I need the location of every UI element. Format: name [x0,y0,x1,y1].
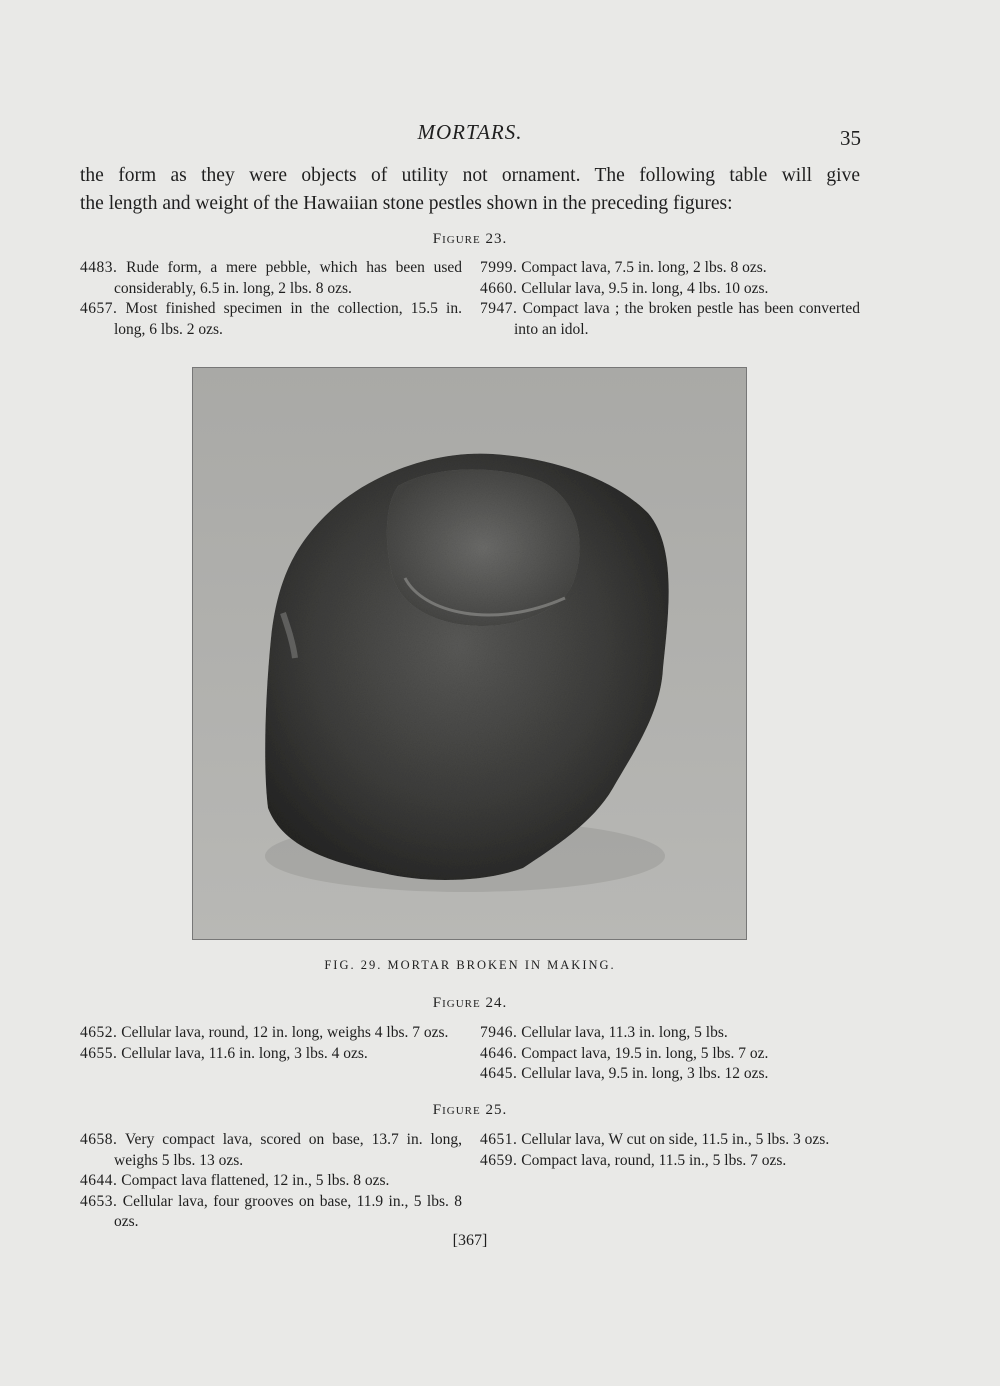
entry-number: 4651. [480,1131,518,1148]
mortar-image [193,368,747,940]
entry-text: Very compact lava, scored on base, 13.7 in. long, weighs 5 lbs. 13 ozs. [114,1131,462,1169]
table-entry [80,1044,462,1065]
figure-25-heading: Figure 25. [432,1102,508,1118]
entry-text: Cellular lava, 9.5 in. long, 3 lbs. 12 ozs. [521,1065,769,1082]
entry-number: 4659. [480,1151,518,1169]
entry-number: 4645. [480,1065,518,1082]
table-entry [480,1023,865,1044]
intro-line-2: the length and weight of the Hawaiian stone pestles shown in the preceding figures: [80,193,733,214]
table-entry [480,299,860,340]
entry-text: Compact lava, 7.5 in. long, 2 lbs. 8 ozs. [521,259,767,276]
entry-number: 4655. [80,1044,118,1062]
table-entry [480,1151,865,1172]
figure-24-heading: Figure 24. [432,995,508,1011]
entry-text: Cellular lava, 11.3 in. long, 5 lbs. [521,1024,728,1041]
entry-number: 7946. [480,1024,518,1041]
entry-number: 4657. [80,300,118,317]
entry-text: Cellular lava, 9.5 in. long, 4 lbs. 10 ozs. [521,279,769,297]
mortar-photograph [192,367,747,940]
figure-23-right-column [480,258,860,340]
figure-23-left-column [80,258,462,340]
figure-25-right-column [480,1130,865,1171]
table-entry [80,1023,462,1044]
table-entry [80,1130,462,1171]
entry-number: 4660. [480,279,518,297]
entry-number: 4646. [480,1044,518,1062]
table-entry [80,1171,462,1192]
table-entry [480,258,860,279]
figure-25-left-column [80,1130,462,1233]
table-entry [80,258,462,299]
entry-number: 7999. [480,259,518,276]
entry-number: 4652. [80,1024,118,1041]
figure-23-heading: Figure 23. [432,231,508,247]
page-footer-number: [367] [452,1232,488,1249]
entry-text: Cellular lava, four grooves on base, 11.9 in., 5 lbs. 8 ozs. [114,1192,462,1230]
entry-text: Cellular lava, W cut on side, 11.5 in., 5 lbs. 3 ozs. [521,1131,830,1148]
entry-text: Rude form, a mere pebble, which has been used considerably, 6.5 in. long, 2 lbs. 8 ozs. [114,259,463,297]
entry-text: Compact lava, round, 11.5 in., 5 lbs. 7 ozs. [521,1151,787,1169]
table-entry [480,1064,865,1085]
entry-number: 4483. [80,259,118,276]
entry-number: 4658. [80,1131,118,1148]
table-entry [480,279,860,300]
table-entry [80,1192,462,1233]
entry-number: 4644. [80,1172,118,1189]
figure-caption: FIG. 29. MORTAR BROKEN IN MAKING. [324,958,616,972]
entry-text: Compact lava, 19.5 in. long, 5 lbs. 7 oz. [521,1044,769,1062]
entry-text: Cellular lava, round, 12 in. long, weighs 4 lbs. 7 ozs. [121,1024,449,1041]
entry-text: Compact lava ; the broken pestle has been converted into an idol. [514,300,860,338]
figure-24-right-column [480,1023,865,1085]
table-entry [480,1044,865,1065]
entry-number: 4653. [80,1192,118,1210]
intro-line-1: the form as they were objects of utility not ornament. The following table will give [80,165,860,186]
table-entry [80,299,462,340]
page-number: 35 [840,126,861,150]
entry-number: 7947. [480,300,518,317]
figure-24-left-column [80,1023,462,1064]
entry-text: Most finished specimen in the collection, 15.5 in. long, 6 lbs. 2 ozs. [114,300,462,338]
running-head: MORTARS. [417,120,523,144]
entry-text: Cellular lava, 11.6 in. long, 3 lbs. 4 ozs. [121,1044,368,1062]
intro-paragraph [80,162,860,218]
entry-text: Compact lava flattened, 12 in., 5 lbs. 8 ozs. [121,1172,390,1189]
table-entry [480,1130,865,1151]
